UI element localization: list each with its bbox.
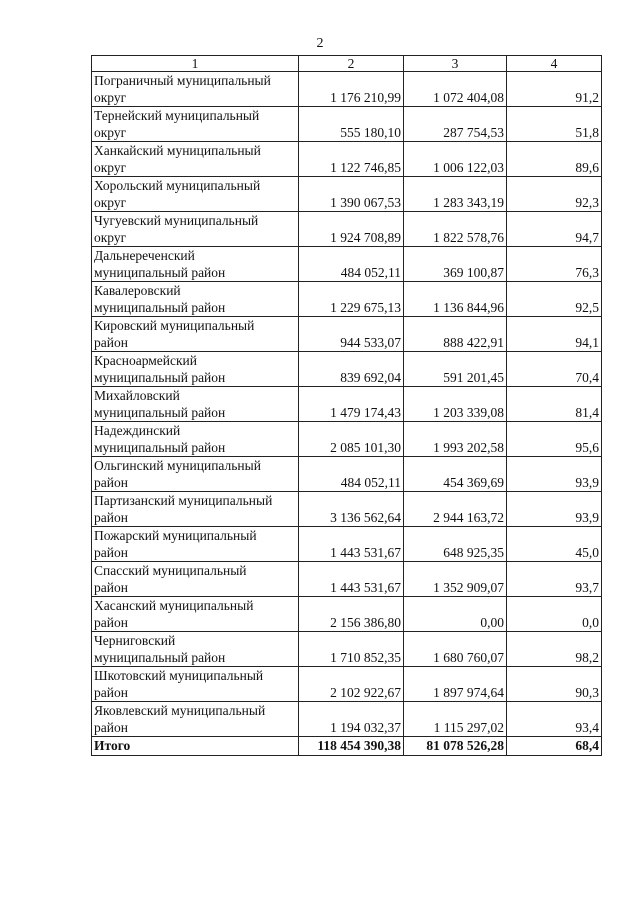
row-name-cell: Пограничный муниципальный округ (92, 72, 299, 107)
table-row (92, 387, 602, 422)
row-col-3-cell: 287 754,53 (404, 107, 507, 142)
row-col-4-cell: 95,6 (507, 422, 602, 457)
row-name-cell: Ольгинский муниципальный район (92, 457, 299, 492)
table-row (92, 702, 602, 737)
row-col-4-cell: 94,1 (507, 317, 602, 352)
row-col-4-cell: 98,2 (507, 632, 602, 667)
row-name-cell: Хасанский муниципальный район (92, 597, 299, 632)
table-row (92, 352, 602, 387)
row-col-3-cell: 1 993 202,58 (404, 422, 507, 457)
row-name-cell: Чугуевский муниципальный округ (92, 212, 299, 247)
row-name-cell: Пожарский муниципальный район (92, 527, 299, 562)
header-col-4: 4 (507, 56, 602, 72)
total-col-4: 68,4 (507, 737, 602, 756)
row-name-cell: Кавалеровский муниципальный район (92, 282, 299, 317)
table-row (92, 107, 602, 142)
row-col-3-cell: 369 100,87 (404, 247, 507, 282)
row-col-2-cell: 1 443 531,67 (299, 562, 404, 597)
row-name-cell: Черниговский муниципальный район (92, 632, 299, 667)
row-col-4-cell: 70,4 (507, 352, 602, 387)
row-name-cell: Тернейский муниципальный округ (92, 107, 299, 142)
table-row (92, 562, 602, 597)
row-col-4-cell: 92,3 (507, 177, 602, 212)
row-col-4-cell: 92,5 (507, 282, 602, 317)
row-col-3-cell: 1 352 909,07 (404, 562, 507, 597)
row-col-4-cell: 90,3 (507, 667, 602, 702)
table-row (92, 212, 602, 247)
row-col-4-cell: 91,2 (507, 72, 602, 107)
report-table (91, 55, 602, 756)
row-col-2-cell: 1 479 174,43 (299, 387, 404, 422)
row-name-cell: Кировский муниципальный район (92, 317, 299, 352)
table-row (92, 177, 602, 212)
row-col-2-cell: 1 443 531,67 (299, 527, 404, 562)
row-col-4-cell: 51,8 (507, 107, 602, 142)
table-row (92, 527, 602, 562)
row-col-3-cell: 454 369,69 (404, 457, 507, 492)
row-col-2-cell: 2 102 922,67 (299, 667, 404, 702)
total-label: Итого (92, 737, 299, 756)
row-col-3-cell: 1 283 343,19 (404, 177, 507, 212)
row-col-2-cell: 1 710 852,35 (299, 632, 404, 667)
row-name-cell: Ханкайский муниципальный округ (92, 142, 299, 177)
row-name-cell: Красноармейский муниципальный район (92, 352, 299, 387)
row-col-4-cell: 93,9 (507, 457, 602, 492)
row-col-4-cell: 93,7 (507, 562, 602, 597)
row-col-2-cell: 944 533,07 (299, 317, 404, 352)
row-name-cell: Спасский муниципальный район (92, 562, 299, 597)
header-col-3: 3 (404, 56, 507, 72)
row-name-cell: Яковлевский муниципальный район (92, 702, 299, 737)
row-col-2-cell: 555 180,10 (299, 107, 404, 142)
row-col-2-cell: 1 176 210,99 (299, 72, 404, 107)
total-col-2: 118 454 390,38 (299, 737, 404, 756)
row-col-3-cell: 1 680 760,07 (404, 632, 507, 667)
row-col-2-cell: 1 122 746,85 (299, 142, 404, 177)
row-col-3-cell: 0,00 (404, 597, 507, 632)
row-name-cell: Дальнереченский муниципальный район (92, 247, 299, 282)
row-col-4-cell: 76,3 (507, 247, 602, 282)
row-col-2-cell: 839 692,04 (299, 352, 404, 387)
row-col-3-cell: 888 422,91 (404, 317, 507, 352)
row-col-2-cell: 484 052,11 (299, 457, 404, 492)
table-row (92, 72, 602, 107)
row-col-2-cell: 1 229 675,13 (299, 282, 404, 317)
row-name-cell: Шкотовский муниципальный район (92, 667, 299, 702)
row-col-2-cell: 2 085 101,30 (299, 422, 404, 457)
row-col-3-cell: 1 072 404,08 (404, 72, 507, 107)
row-col-4-cell: 93,4 (507, 702, 602, 737)
row-col-2-cell: 2 156 386,80 (299, 597, 404, 632)
table-header (92, 56, 602, 72)
row-col-3-cell: 1 115 297,02 (404, 702, 507, 737)
table-row (92, 597, 602, 632)
table-row (92, 492, 602, 527)
total-row (92, 737, 602, 756)
row-col-3-cell: 1 203 339,08 (404, 387, 507, 422)
row-col-4-cell: 93,9 (507, 492, 602, 527)
row-col-4-cell: 94,7 (507, 212, 602, 247)
row-col-3-cell: 591 201,45 (404, 352, 507, 387)
table-body (92, 72, 602, 737)
header-col-2: 2 (299, 56, 404, 72)
row-col-4-cell: 45,0 (507, 527, 602, 562)
row-col-4-cell: 81,4 (507, 387, 602, 422)
row-name-cell: Надеждинский муниципальный район (92, 422, 299, 457)
total-col-3: 81 078 526,28 (404, 737, 507, 756)
row-name-cell: Хорольский муниципальный округ (92, 177, 299, 212)
row-col-4-cell: 89,6 (507, 142, 602, 177)
row-col-2-cell: 484 052,11 (299, 247, 404, 282)
row-col-4-cell: 0,0 (507, 597, 602, 632)
row-col-3-cell: 1 006 122,03 (404, 142, 507, 177)
header-col-1: 1 (92, 56, 299, 72)
table-row (92, 422, 602, 457)
row-name-cell: Партизанский муниципальный район (92, 492, 299, 527)
row-col-2-cell: 1 924 708,89 (299, 212, 404, 247)
table-row (92, 317, 602, 352)
row-col-3-cell: 1 822 578,76 (404, 212, 507, 247)
table-row (92, 247, 602, 282)
page-number: 2 (316, 36, 324, 51)
table-row (92, 142, 602, 177)
row-col-3-cell: 1 136 844,96 (404, 282, 507, 317)
table-footer (92, 737, 602, 756)
row-col-2-cell: 1 390 067,53 (299, 177, 404, 212)
row-col-2-cell: 1 194 032,37 (299, 702, 404, 737)
header-row (92, 56, 602, 72)
row-col-3-cell: 1 897 974,64 (404, 667, 507, 702)
row-col-2-cell: 3 136 562,64 (299, 492, 404, 527)
table-row (92, 632, 602, 667)
table-row (92, 457, 602, 492)
table-row (92, 667, 602, 702)
row-col-3-cell: 2 944 163,72 (404, 492, 507, 527)
table-row (92, 282, 602, 317)
row-name-cell: Михайловский муниципальный район (92, 387, 299, 422)
row-col-3-cell: 648 925,35 (404, 527, 507, 562)
